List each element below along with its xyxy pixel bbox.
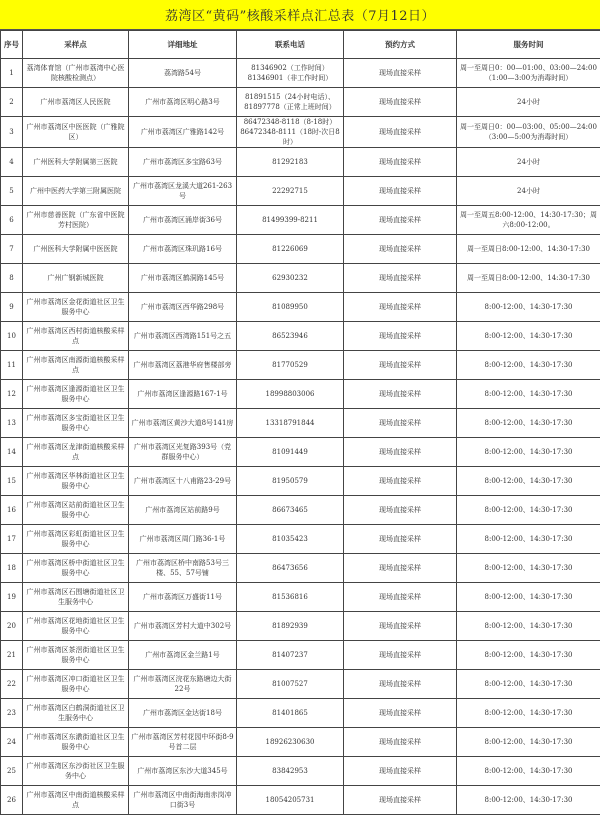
cell-site: 广州市荔湾区彩虹街道社区卫生服务中心 [23,525,129,554]
cell-site: 广州市荔湾区东漖街道社区卫生服务中心 [23,728,129,757]
cell-phone-line: 62930232 [272,274,308,282]
cell-method: 现场直接采样 [344,786,457,815]
cell-phone-line: 86472348-8111（18时-次日8时） [240,128,340,146]
cell-phone-line: 81007527 [272,680,308,688]
cell-no: 24 [1,728,23,757]
cell-site: 广州市荔湾区人民医院 [23,88,129,117]
cell-method: 现场直接采样 [344,206,457,235]
cell-address: 广州市荔湾区东沙大道345号 [129,757,237,786]
cell-hours-line: 周一至周日0：00—03:00、05:00—24:00 [460,123,597,131]
cell-phone [237,670,344,699]
cell-no: 6 [1,206,23,235]
cell-hours [457,728,600,757]
cell-hours [457,554,600,583]
cell-site: 广州市荔湾区石围塘街道社区卫生服务中心 [23,583,129,612]
cell-hours [457,583,600,612]
table-row [1,612,600,641]
cell-address: 荔湾路54号 [129,59,237,88]
cell-hours [457,670,600,699]
cell-phone-line: 81407237 [272,651,308,659]
cell-method: 现场直接采样 [344,88,457,117]
cell-address: 广州市荔湾区珠玑路16号 [129,235,237,264]
cell-method: 现场直接采样 [344,438,457,467]
table-row [1,496,600,525]
cell-address: 广州市荔湾区逢源路167-1号 [129,380,237,409]
cell-hours [457,59,600,88]
cell-hours-line: 8:00-12:00、14:30-17:30 [484,535,573,543]
header-site: 采样点 [23,31,129,59]
cell-method: 现场直接采样 [344,380,457,409]
cell-no: 13 [1,409,23,438]
cell-phone-line: 22292715 [272,187,308,195]
cell-phone [237,786,344,815]
table-row [1,757,600,786]
sampling-sites-table [0,30,600,815]
cell-phone-line: 81091449 [272,448,308,456]
cell-hours-line: 8:00-12:00、14:30-17:30 [484,767,573,775]
header-address: 详细地址 [129,31,237,59]
cell-site: 广州市荔湾区白鹤洞街道社区卫生服务中心 [23,699,129,728]
cell-phone-line: 81499399-8211 [262,216,318,224]
cell-phone [237,554,344,583]
cell-no: 22 [1,670,23,699]
cell-phone-line: 81035423 [272,535,308,543]
cell-hours [457,612,600,641]
cell-method: 现场直接采样 [344,467,457,496]
cell-hours-line: 24小时 [517,98,540,106]
cell-hours [457,148,600,177]
table-body [1,59,600,815]
cell-address: 广州市荔湾区多宝路63号 [129,148,237,177]
cell-hours-line: 24小时 [517,187,540,195]
cell-hours-line: （3:00—5:00为消毒时间） [484,133,573,141]
header-row [1,31,600,59]
cell-site: 广州市荔湾区华林街道社区卫生服务中心 [23,467,129,496]
cell-hours-line: 8:00-12:00、14:30-17:30 [484,680,573,688]
cell-phone-line: 81346901（非工作时间） [247,74,333,82]
cell-hours-line: 周一至周日8:00-12:00、14:30-17:30 [467,274,590,282]
cell-hours-line: 8:00-12:00、14:30-17:30 [484,448,573,456]
table-row [1,59,600,88]
cell-phone [237,699,344,728]
table-row [1,351,600,380]
cell-no: 19 [1,583,23,612]
cell-phone-line: 86523946 [272,332,308,340]
cell-no: 23 [1,699,23,728]
table-row [1,117,600,148]
cell-hours-line: 8:00-12:00、14:30-17:30 [484,506,573,514]
cell-hours-line: 8:00-12:00、14:30-17:30 [484,564,573,572]
table-row [1,728,600,757]
cell-hours [457,88,600,117]
cell-site: 荔湾体育馆（广州市荔湾中心医院核酸检测点） [23,59,129,88]
cell-hours-line: 24小时 [517,158,540,166]
cell-site: 广州市荔湾区逢源街道社区卫生服务中心 [23,380,129,409]
cell-address: 广州市荔湾区明心路3号 [129,88,237,117]
cell-hours-line: 8:00-12:00、14:30-17:30 [484,738,573,746]
cell-no: 18 [1,554,23,583]
cell-no: 8 [1,264,23,293]
cell-no: 20 [1,612,23,641]
table-row [1,322,600,351]
cell-address: 广州市荔湾区荔港华府售楼部旁 [129,351,237,380]
table-row [1,409,600,438]
cell-no: 5 [1,177,23,206]
cell-method: 现场直接采样 [344,293,457,322]
cell-site: 广州中医药大学第三附属医院 [23,177,129,206]
cell-hours-line: 8:00-12:00、14:30-17:30 [484,419,573,427]
cell-hours-line: 周一至周五8:00-12:00、14:30-17:30；周六8:00-12:00。 [460,211,597,229]
table-row [1,438,600,467]
cell-site: 广州市荔湾区冲口街道社区卫生服务中心 [23,670,129,699]
cell-hours-line: 8:00-12:00、14:30-17:30 [484,332,573,340]
cell-site: 广州市荔湾区南源街道核酸采样点 [23,351,129,380]
header-no: 序号 [1,31,23,59]
cell-phone [237,496,344,525]
table-row [1,264,600,293]
cell-phone [237,467,344,496]
cell-address: 广州市荔湾区光复路393号（党群服务中心） [129,438,237,467]
cell-address: 广州市荔湾区鹤洞路145号 [129,264,237,293]
cell-hours-line: 8:00-12:00、14:30-17:30 [484,622,573,630]
cell-phone [237,612,344,641]
cell-method: 现场直接采样 [344,728,457,757]
cell-phone-line: 86673465 [272,506,308,514]
cell-hours [457,380,600,409]
cell-no: 3 [1,117,23,148]
cell-address: 广州市荔湾区西湾路151号之五 [129,322,237,351]
table-row [1,786,600,815]
header-hours: 服务时间 [457,31,600,59]
table-row [1,293,600,322]
cell-method: 现场直接采样 [344,496,457,525]
cell-phone [237,409,344,438]
cell-address: 广州市荔湾区十八甫路23-29号 [129,467,237,496]
cell-phone [237,380,344,409]
cell-no: 17 [1,525,23,554]
table-row [1,206,600,235]
cell-method: 现场直接采样 [344,757,457,786]
cell-phone [237,59,344,88]
table-row [1,554,600,583]
cell-address: 广州市荔湾区金兰路1号 [129,641,237,670]
cell-method: 现场直接采样 [344,59,457,88]
table-row [1,583,600,612]
cell-site: 广州市荔湾区中医医院（广雅院区） [23,117,129,148]
cell-no: 11 [1,351,23,380]
cell-site: 广州市荔湾区龙津街道核酸采样点 [23,438,129,467]
cell-site: 广州市荔湾区花地街道社区卫生服务中心 [23,612,129,641]
cell-address: 广州市荔湾区万盛街11号 [129,583,237,612]
cell-hours-line: 周一至周日8:00-12:00、14:30-17:30 [467,245,590,253]
cell-phone [237,117,344,148]
cell-method: 现场直接采样 [344,641,457,670]
cell-phone-line: 18054205731 [265,796,315,804]
cell-hours-line: 8:00-12:00、14:30-17:30 [484,303,573,311]
table-row [1,699,600,728]
cell-phone-line: 81226069 [272,245,308,253]
cell-hours [457,467,600,496]
cell-address: 广州市荔湾区西华路298号 [129,293,237,322]
cell-address: 广州市荔湾区芳村花园中环街8-9号首二层 [129,728,237,757]
cell-phone [237,206,344,235]
cell-address: 广州市荔湾区金达街18号 [129,699,237,728]
cell-hours [457,351,600,380]
cell-phone [237,351,344,380]
cell-hours [457,525,600,554]
cell-address: 广州市荔湾区周门路36-1号 [129,525,237,554]
table-row [1,670,600,699]
cell-phone-line: 13318791844 [265,419,315,427]
cell-address: 广州市荔湾区龙溪大道261-263号 [129,177,237,206]
cell-phone-line: 81346902（工作时间） [251,64,329,72]
cell-hours-line: 8:00-12:00、14:30-17:30 [484,390,573,398]
cell-phone-line: 81770529 [272,361,308,369]
cell-phone-line: 86472348-8118（8-18时） [243,118,337,126]
cell-site: 广州市荔湾区茶滘街道社区卫生服务中心 [23,641,129,670]
cell-no: 2 [1,88,23,117]
cell-method: 现场直接采样 [344,264,457,293]
cell-phone-line: 81891515（24小时电话）、 [244,93,336,101]
cell-site: 广州医科大学附属中医医院 [23,235,129,264]
table-row [1,525,600,554]
table-row [1,88,600,117]
cell-no: 1 [1,59,23,88]
cell-hours [457,322,600,351]
cell-no: 21 [1,641,23,670]
cell-method: 现场直接采样 [344,699,457,728]
cell-address: 广州市荔湾区桥中南路53号三楼、55、57号铺 [129,554,237,583]
cell-phone [237,177,344,206]
header-method: 预约方式 [344,31,457,59]
cell-no: 4 [1,148,23,177]
cell-hours [457,117,600,148]
cell-method: 现场直接采样 [344,177,457,206]
table-row [1,380,600,409]
cell-site: 广州市荔湾区金花街道社区卫生服务中心 [23,293,129,322]
cell-phone-line: 18998803006 [265,390,315,398]
cell-address: 广州市荔湾区广雅路142号 [129,117,237,148]
cell-site: 广州市荔湾区中南街道核酸采样点 [23,786,129,815]
cell-hours [457,757,600,786]
cell-site: 广州市荔湾区多宝街道社区卫生服务中心 [23,409,129,438]
table-row [1,177,600,206]
cell-hours [457,206,600,235]
table-row [1,641,600,670]
cell-hours-line: 8:00-12:00、14:30-17:30 [484,593,573,601]
cell-phone [237,293,344,322]
cell-site: 广州市荔湾区桥中街道社区卫生服务中心 [23,554,129,583]
cell-method: 现场直接采样 [344,322,457,351]
table-row [1,467,600,496]
cell-method: 现场直接采样 [344,670,457,699]
cell-phone [237,88,344,117]
cell-no: 10 [1,322,23,351]
cell-phone-line: 83842953 [272,767,308,775]
cell-no: 15 [1,467,23,496]
cell-method: 现场直接采样 [344,117,457,148]
cell-address: 广州市荔湾区站前路9号 [129,496,237,525]
cell-site: 广州市荔湾区站前街道社区卫生服务中心 [23,496,129,525]
cell-hours [457,786,600,815]
cell-phone [237,583,344,612]
cell-no: 9 [1,293,23,322]
cell-phone [237,235,344,264]
cell-method: 现场直接采样 [344,351,457,380]
cell-phone [237,264,344,293]
cell-hours-line: 8:00-12:00、14:30-17:30 [484,796,573,804]
cell-hours [457,438,600,467]
cell-method: 现场直接采样 [344,554,457,583]
cell-hours [457,264,600,293]
cell-phone [237,525,344,554]
cell-site: 广州市荔湾区西村街道核酸采样点 [23,322,129,351]
cell-hours [457,699,600,728]
table-row [1,148,600,177]
cell-address: 广州市荔湾区黄沙大道8号141房 [129,409,237,438]
cell-phone [237,148,344,177]
cell-method: 现场直接采样 [344,235,457,264]
cell-phone-line: 81892939 [272,622,308,630]
cell-phone [237,728,344,757]
cell-phone-line: 81536816 [272,593,308,601]
cell-method: 现场直接采样 [344,583,457,612]
cell-hours-line: 周一至周日0：00—01:00、03:00—24:00 [460,64,597,72]
cell-site: 广州市慈善医院（广东省中医院芳村医院） [23,206,129,235]
cell-phone [237,757,344,786]
cell-address: 广州市荔湾区中南街海南赤岗冲口街3号 [129,786,237,815]
cell-site: 广州广钢新城医院 [23,264,129,293]
cell-method: 现场直接采样 [344,148,457,177]
cell-site: 广州医科大学附属第三医院 [23,148,129,177]
cell-method: 现场直接采样 [344,525,457,554]
cell-phone [237,641,344,670]
table-title: 荔湾区“黄码”核酸采样点汇总表（7月12日） [164,9,436,24]
cell-hours-line: 8:00-12:00、14:30-17:30 [484,477,573,485]
cell-phone [237,322,344,351]
cell-phone-line: 81401865 [272,709,308,717]
cell-phone-line: 86473656 [272,564,308,572]
cell-no: 25 [1,757,23,786]
cell-phone-line: 81292183 [272,158,308,166]
cell-hours-line: 8:00-12:00、14:30-17:30 [484,709,573,717]
cell-method: 现场直接采样 [344,612,457,641]
cell-no: 12 [1,380,23,409]
table-title-bar [0,0,600,30]
cell-no: 14 [1,438,23,467]
cell-phone [237,438,344,467]
cell-hours [457,177,600,206]
cell-address: 广州市荔湾区涌岸街36号 [129,206,237,235]
cell-phone-line: 18926230630 [265,738,315,746]
cell-hours-line: 8:00-12:00、14:30-17:30 [484,651,573,659]
cell-no: 7 [1,235,23,264]
cell-no: 26 [1,786,23,815]
cell-phone-line: 81897778（正常上班时间） [244,103,336,111]
cell-hours-line: 8:00-12:00、14:30-17:30 [484,361,573,369]
cell-address: 广州市荔湾区芳村大道中302号 [129,612,237,641]
cell-hours [457,496,600,525]
header-phone: 联系电话 [237,31,344,59]
table-row [1,235,600,264]
cell-hours-line: （1:00—3:00为消毒时间） [484,74,573,82]
cell-hours [457,641,600,670]
cell-phone-line: 81089950 [272,303,308,311]
cell-method: 现场直接采样 [344,409,457,438]
cell-address: 广州市荔湾区浣花东路塘边大街22号 [129,670,237,699]
cell-site: 广州市荔湾区东沙街社区卫生服务中心 [23,757,129,786]
cell-hours [457,235,600,264]
cell-hours [457,293,600,322]
cell-phone-line: 81950579 [272,477,308,485]
cell-no: 16 [1,496,23,525]
cell-hours [457,409,600,438]
